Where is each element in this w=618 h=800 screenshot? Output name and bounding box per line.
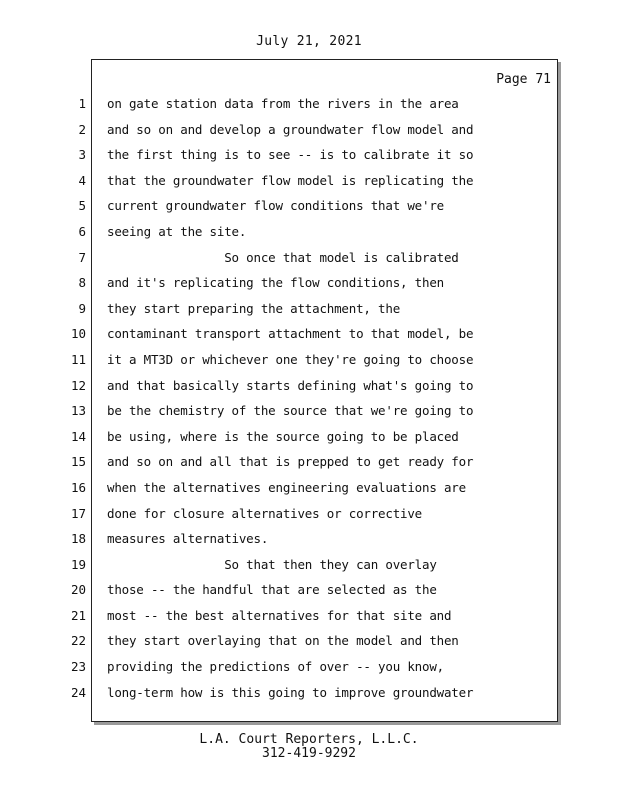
transcript-line: be using, where is the source going to be placed xyxy=(107,428,459,444)
line-number: 14 xyxy=(70,428,86,444)
line-number: 19 xyxy=(70,556,86,572)
transcript-line: So that then they can overlay xyxy=(107,556,437,572)
line-number: 16 xyxy=(70,479,86,495)
transcript-line: it a MT3D or whichever one they're going to choose xyxy=(107,351,474,367)
transcript-line: on gate station data from the rivers in the area xyxy=(107,96,459,111)
line-number: 2 xyxy=(78,121,86,137)
line-number: 3 xyxy=(78,147,86,163)
transcript-line: done for closure alternatives or corrective xyxy=(107,505,423,521)
line-number: 5 xyxy=(78,198,86,214)
line-number: 13 xyxy=(70,403,86,419)
line-number: 1 xyxy=(78,96,86,111)
transcript-line: and it's replicating the flow conditions, then xyxy=(107,275,444,291)
line-number: 11 xyxy=(70,351,86,367)
footer-phone: 312-419-9292 xyxy=(262,746,356,761)
transcript-line: the first thing is to see -- is to calibrate it so xyxy=(107,147,474,163)
line-number: 17 xyxy=(70,505,86,521)
line-number: 20 xyxy=(70,582,86,598)
line-number: 22 xyxy=(70,633,86,649)
transcript-text-column xyxy=(107,95,552,709)
line-number: 24 xyxy=(70,684,86,700)
transcript-line: measures alternatives. xyxy=(107,531,269,547)
transcript-line: they start overlaying that on the model and then xyxy=(107,633,459,649)
transcript-line: when the alternatives engineering evaluations are xyxy=(107,479,466,495)
line-number: 21 xyxy=(70,607,86,623)
transcript-line: long-term how is this going to improve groundwater xyxy=(107,684,474,700)
transcript-line: seeing at the site. xyxy=(107,223,247,239)
page-number: Page 71 xyxy=(496,72,551,87)
transcript-line: that the groundwater flow model is replicating the xyxy=(107,172,474,188)
transcript-line: contaminant transport attachment to that model, be xyxy=(107,326,474,342)
transcript-line: providing the predictions of over -- you know, xyxy=(107,659,444,675)
line-number: 15 xyxy=(70,454,86,470)
line-number: 10 xyxy=(70,326,86,342)
footer-company: L.A. Court Reporters, L.L.C. xyxy=(199,732,419,747)
transcript-line: most -- the best alternatives for that site and xyxy=(107,607,452,623)
line-number: 7 xyxy=(78,249,86,265)
line-number: 12 xyxy=(70,377,86,393)
transcript-line: be the chemistry of the source that we're going to xyxy=(107,403,474,419)
line-number: 9 xyxy=(78,300,86,316)
transcript-line: and that basically starts defining what's going to xyxy=(107,377,474,393)
line-number-column xyxy=(56,95,86,709)
transcript-line: So once that model is calibrated xyxy=(107,249,459,265)
footer xyxy=(0,733,618,761)
line-number: 18 xyxy=(70,531,86,547)
transcript-line: and so on and develop a groundwater flow model and xyxy=(107,121,474,137)
transcript-line: current groundwater flow conditions that we're xyxy=(107,198,444,214)
line-number: 6 xyxy=(78,223,86,239)
transcript-line: those -- the handful that are selected as the xyxy=(107,582,437,598)
line-number: 4 xyxy=(78,172,86,188)
line-number: 8 xyxy=(78,275,86,291)
transcript-line: and so on and all that is prepped to get ready for xyxy=(107,454,474,470)
line-number: 23 xyxy=(70,659,86,675)
header-date: July 21, 2021 xyxy=(256,34,362,49)
transcript-line: they start preparing the attachment, the xyxy=(107,300,401,316)
